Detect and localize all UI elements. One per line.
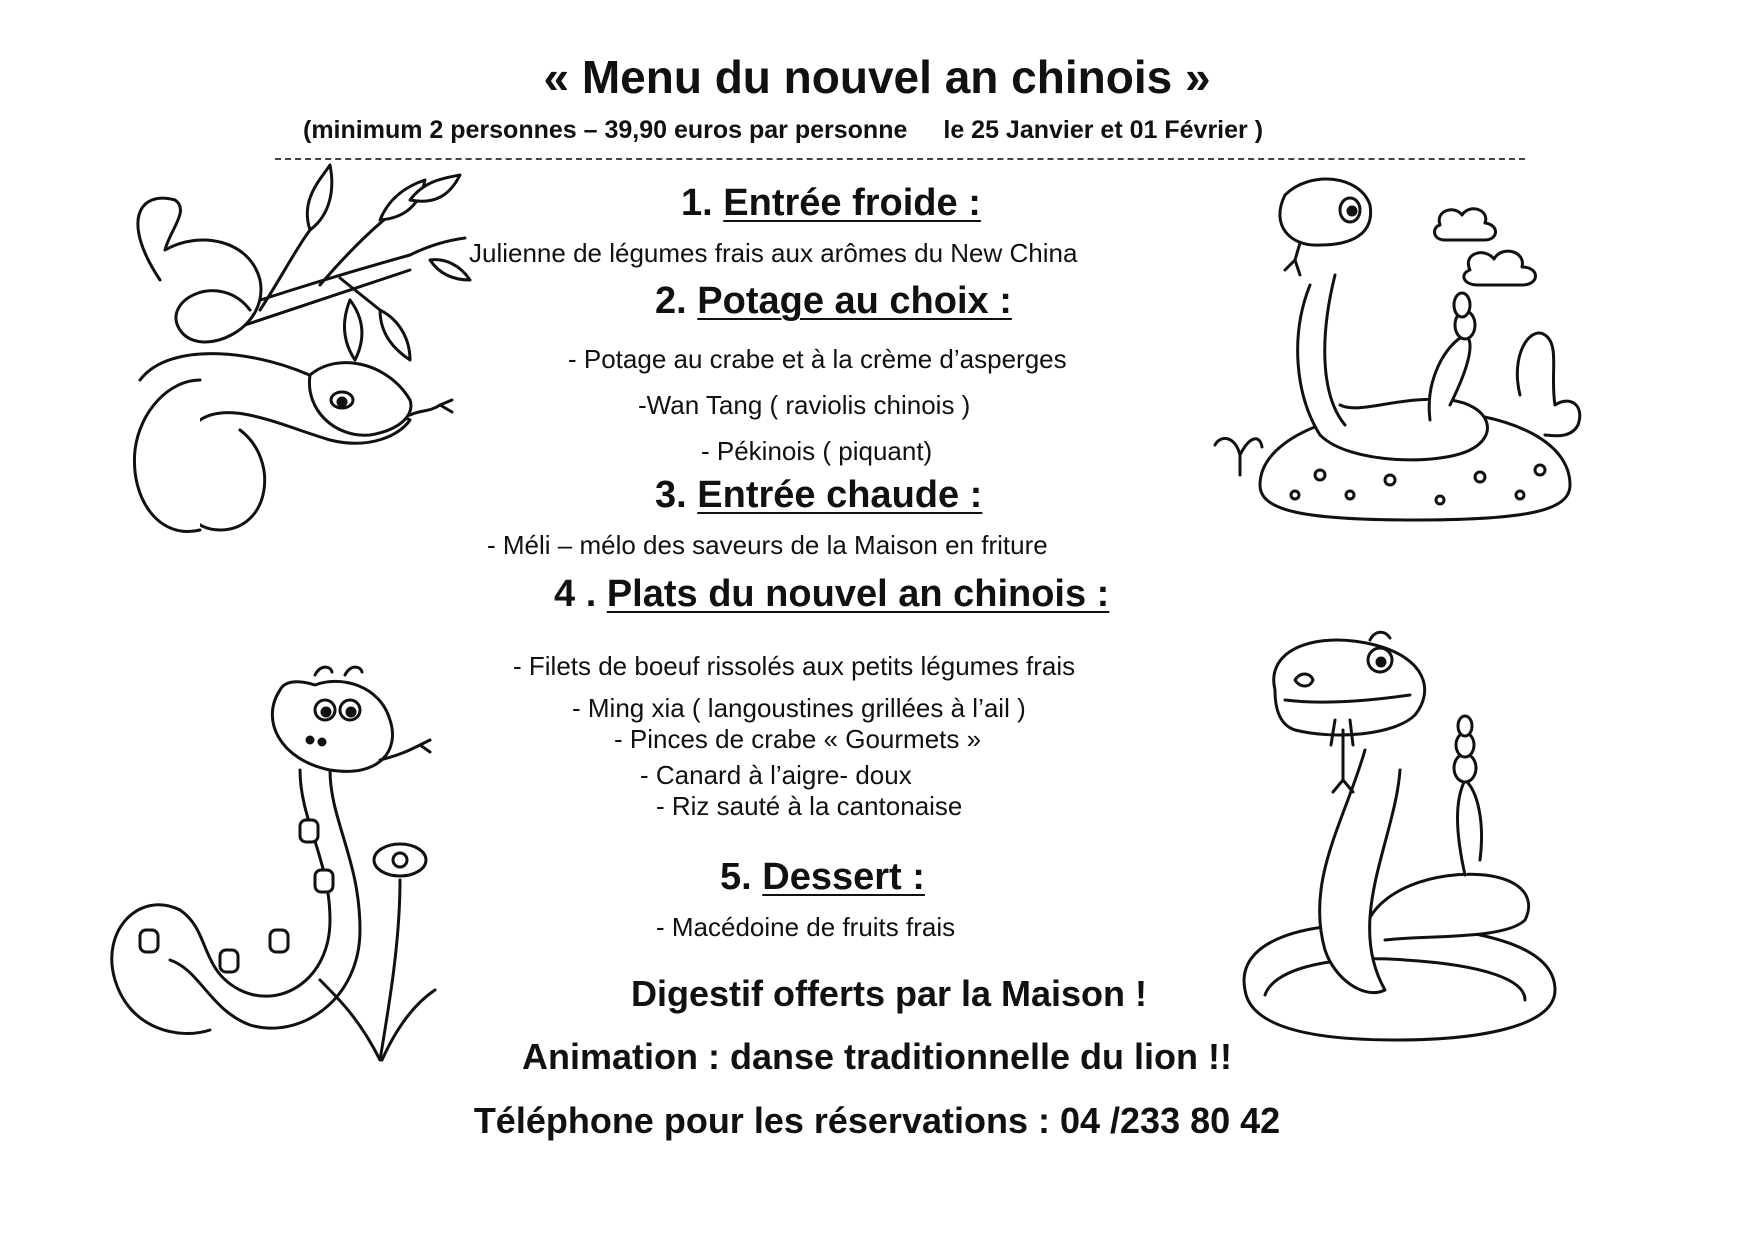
section-heading-1: [681, 182, 981, 225]
section-title-4: Plats du nouvel an chinois :: [606, 573, 1110, 615]
digestif-note: Digestif offerts par la Maison !: [630, 973, 1148, 1014]
menu-item: - Pinces de crabe « Gourmets »: [614, 724, 982, 754]
menu-item: -Wan Tang ( raviolis chinois ): [638, 390, 971, 420]
section-heading-5: [720, 856, 925, 899]
reservation-phone: Téléphone pour les réservations : 04 /233 80 42: [473, 1100, 1281, 1141]
menu-item: - Méli – mélo des saveurs de la Maison en friture: [487, 530, 1048, 560]
menu-item: - Pékinois ( piquant): [701, 436, 933, 466]
section-heading-4: [554, 573, 1109, 616]
cartoon-snake-icon: [100, 660, 440, 1070]
subtitle-price: (minimum 2 personnes – 39,90 euros par personne: [303, 116, 908, 144]
menu-item: Julienne de légumes frais aux arômes du New China: [469, 238, 1078, 268]
section-number-5: 5.: [720, 856, 752, 898]
menu-item: - Filets de boeuf rissolés aux petits légumes frais: [513, 651, 1076, 681]
section-number-2: 2.: [655, 280, 687, 322]
section-number-3: 3.: [655, 474, 687, 516]
menu-title: « Menu du nouvel an chinois »: [543, 51, 1211, 103]
section-title-3: Entrée chaude :: [697, 474, 983, 516]
section-title-5: Dessert :: [762, 856, 925, 898]
snake-on-branch-icon: [80, 160, 470, 580]
snake-on-rock-icon: [1200, 165, 1620, 565]
menu-item: - Potage au crabe et à la crème d’asperges: [568, 344, 1067, 374]
section-number-4: 4 .: [554, 573, 597, 615]
section-title-1: Entrée froide :: [723, 182, 981, 224]
menu-subtitle: [303, 116, 1263, 145]
rattlesnake-icon: [1225, 620, 1625, 1060]
menu-item: - Macédoine de fruits frais: [656, 912, 956, 942]
animation-note: Animation : danse traditionnelle du lion !!: [522, 1036, 1232, 1077]
section-title-2: Potage au choix :: [697, 280, 1012, 322]
section-heading-3: [655, 474, 982, 517]
section-heading-2: [655, 280, 1012, 323]
menu-item: - Canard à l’aigre- doux: [640, 760, 912, 790]
menu-item: - Riz sauté à la cantonaise: [656, 791, 963, 821]
menu-item: - Ming xia ( langoustines grillées à l’ail ): [572, 693, 1026, 723]
section-number-1: 1.: [681, 182, 713, 224]
subtitle-dates: le 25 Janvier et 01 Février ): [943, 116, 1264, 144]
